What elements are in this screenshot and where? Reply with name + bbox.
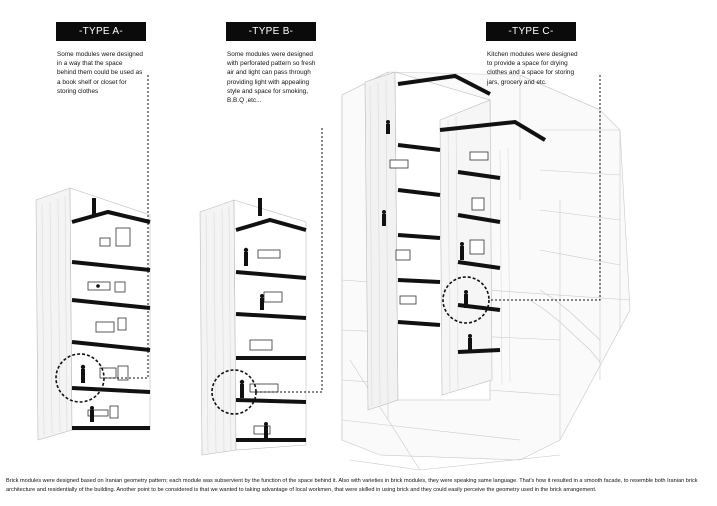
type-a-description: Some modules were designed in a way that the space behind them could be used as a book shelf or closet for storing clothes <box>57 51 143 95</box>
type-c-description: Kitchen modules were designed to provide a space for drying clothes and a space for storing jars, grocery and etc. <box>487 51 578 86</box>
caption-text: Brick modules were designed based on Iranian geometry pattern; each module was subservient by the function of the space behind it. Also with varieties in brick modules, they were speaking same language. That's how it resulted in a smooth facade, to resemble both Iranian brick architecture and residentially of the building. Another point to be considered is that we wanted to taking advantage of local workmen, that were skilled in using brick and they could easily perceive the geometry used in the brick arrangement. <box>6 478 698 493</box>
type-b-label: -TYPE B- <box>226 22 316 41</box>
type-b-description: Some modules were designed with perforated pattern so fresh air and light can pass through providing light with appealing style and space for smoking, B.B.Q ,etc... <box>227 51 316 105</box>
type-c-label: -TYPE C- <box>486 22 576 41</box>
tower-a <box>36 188 150 440</box>
tower-b <box>200 198 306 455</box>
type-a-label: -TYPE A- <box>56 22 146 41</box>
